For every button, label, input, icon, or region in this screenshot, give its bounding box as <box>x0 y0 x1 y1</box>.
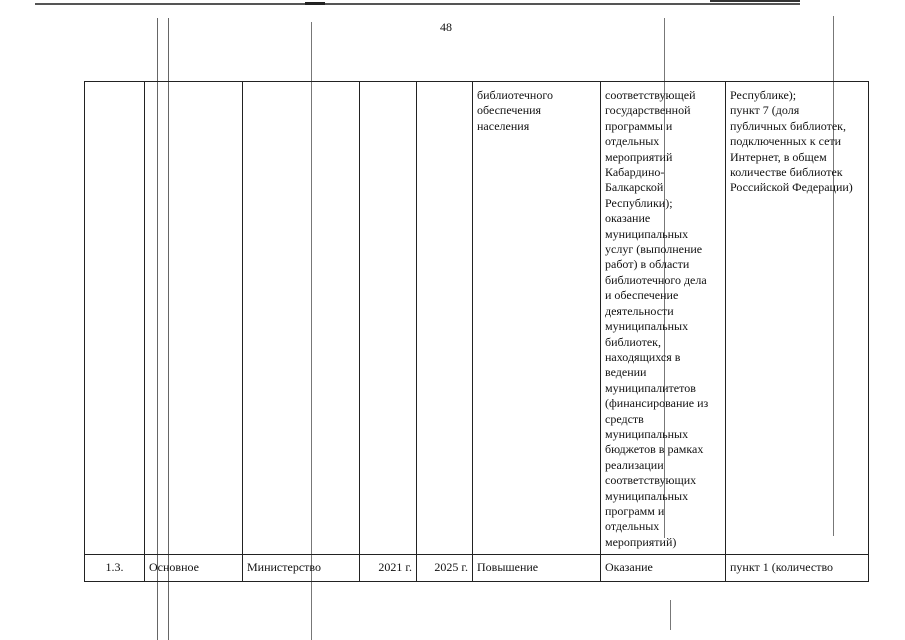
cell-indicators <box>726 82 869 555</box>
cell-content-text: соответствующей государственной программы и отдельных мероприятий Кабардино- Балкарской Республики); оказание муниципальных услуг (выполнение работ) в области библиотечного дела и обеспечение деятельности муниципальных библиотек, находящихся в ведении муниципалитетов (финансирование из средств муниципальных бюджетов в рамках реализации соответствующих муниципальных программ и отдельных мероприятий) <box>605 88 709 549</box>
scan-line-top-right <box>710 0 800 2</box>
cell-end-year: 2025 г. <box>417 555 473 582</box>
cell-type: Основное <box>145 555 243 582</box>
table-row-continued <box>85 82 869 555</box>
cell-number: 1.3. <box>85 555 145 582</box>
cell-result-text: библиотечного обеспечения населения <box>477 88 553 133</box>
document-table <box>84 81 869 582</box>
scan-line-top <box>35 3 800 5</box>
cell-indicators-text: Республике); пункт 7 (доля публичных библиотек, подключенных к сети Интернет, в общем количестве библиотек Российской Федерации) <box>730 88 853 195</box>
cell-end-year <box>417 82 473 555</box>
table-row-1-3 <box>85 555 869 582</box>
cell-number <box>85 82 145 555</box>
cell-responsible: Министерство <box>243 555 360 582</box>
cell-result <box>473 82 601 555</box>
cell-responsible <box>243 82 360 555</box>
cell-start-year <box>360 82 417 555</box>
cell-indicators: пункт 1 (количество <box>726 555 869 582</box>
cell-content: Оказание <box>601 555 726 582</box>
cell-start-year: 2021 г. <box>360 555 417 582</box>
scan-vline-6 <box>670 600 671 630</box>
cell-type <box>145 82 243 555</box>
cell-result: Повышение <box>473 555 601 582</box>
scan-line-top-mark <box>305 2 325 5</box>
cell-content <box>601 82 726 555</box>
page-number: 48 <box>440 20 452 34</box>
